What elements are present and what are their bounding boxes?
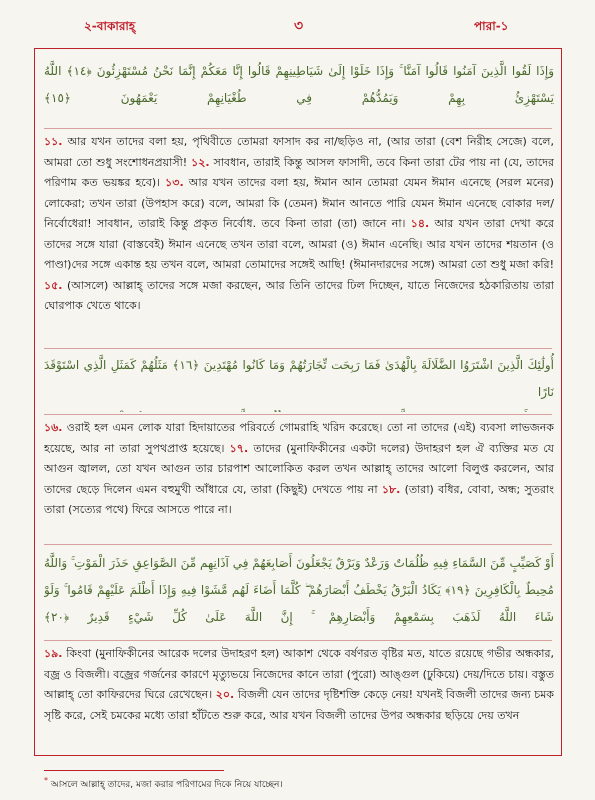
verse-text: আর যখন তাদের বলা হয়, ঈমান আন তোমরা যেমন ঈমান এনেছে (সরল মনের) লোকেরা; তখন তারা (উপহাস করে) বলে, আমরা কি (তেমন) ঈমান আনতে পারি যেমন ঈমান এনেছে বোকার দল/নির্বোধেরা! সাবধান, তারাই কিন্তু প্রকৃত নির্বোধ. তবে কিনা তারা (তা) জানে না। xyxy=(44,176,554,230)
verse-number: ১৯. xyxy=(44,647,63,660)
arabic-block-3 xyxy=(44,550,554,634)
verse-number: ১৬. xyxy=(44,421,63,434)
verse-number: ২০. xyxy=(215,688,235,701)
arabic-line: أُولَٰئِكَ الَّذِينَ اشْتَرَوُا الضَّلَالَةَ بِالْهُدَىٰ فَمَا رَبِحَت تِّجَارَتُهُمْ وَمَا كَانُوا مُهْتَدِينَ ﴿١٦﴾ مَثَلُهُمْ كَمَثَلِ الَّذِي اسْتَوْقَدَ نَارًا xyxy=(44,358,554,399)
surah-title: ২-বাকারাহ্ xyxy=(84,19,136,33)
footnote-mark: * xyxy=(44,776,48,785)
verse-number: ১৫. xyxy=(44,278,63,292)
arabic-block-1 xyxy=(44,58,554,118)
section-divider xyxy=(44,128,552,129)
verse-number: ১৮. xyxy=(381,482,401,496)
verse-text: (আসলে) আল্লাহ্ তাদের সঙ্গে মজা করছেন, আর তিনি তাদের ঢিল দিচ্ছেন, যাতে নিজেদের হঠকারিতায় তারা ঘোরপাক খেতে থাকে। xyxy=(44,278,554,312)
section-divider xyxy=(44,414,552,415)
footnote xyxy=(44,774,554,792)
verse-text: আর যখন তারা দেখা করে তাদের সঙ্গে যারা (বাস্তবেই) ঈমান এনেছে তখন তারা বলে, আমরা (ও) ঈমান এনেছি। আর যখন তাদের শয়তান (ও পাণ্ডা)দের সঙ্গে একান্ত হয় তখন বলে, আমরা তোমাদের সঙ্গেই আছি! (ঈমানদারদের সঙ্গে) আমরা তো শুধু মজা করি! xyxy=(44,217,554,271)
arabic-line xyxy=(44,406,554,412)
arabic-line: يَسْتَهْزِئُ بِهِمْ وَيَمُدُّهُمْ فِي طُغْيَانِهِمْ يَعْمَهُونَ ﴿١٥﴾ xyxy=(44,91,554,105)
page-header xyxy=(0,0,595,52)
verse-text: ওরাই হল এমন লোক যারা হিদায়াতের পরিবর্তে গোমরাহি খরিদ করেছে। তো না তাদের (এই) ব্যবসা লাভজনক হয়েছে, আর না তারা সুপথপ্রাপ্ত হয়েছে। xyxy=(44,421,554,455)
arabic-block-2 xyxy=(44,352,554,412)
translation-block-3 xyxy=(44,644,554,756)
verse-number: ১১. xyxy=(44,135,63,148)
arabic-line: شَاءَ اللَّهُ لَذَهَبَ بِسَمْعِهِمْ وَأَبْصَارِهِمْ ۚ إِنَّ اللَّهَ عَلَىٰ كُلِّ شَيْءٍ قَدِيرٌ ﴿٢٠﴾ xyxy=(44,610,554,624)
arabic-line: مُحِيطٌ بِالْكَافِرِينَ ﴿١٩﴾ يَكَادُ الْبَرْقُ يَخْطَفُ أَبْصَارَهُمْ ۖ كُلَّمَا أَضَاءَ لَهُم مَّشَوْا فِيهِ وَإِذَا أَظْلَمَ عَلَيْهِمْ قَامُوا ۚ وَلَوْ xyxy=(44,583,554,597)
section-divider xyxy=(44,544,552,545)
page-number: ৩ xyxy=(294,18,304,34)
verse-text: সাবধান, তারাই কিন্তু আসল ফাসাদী, তবে কিনা তারা টের পায় না (যে, তাদের পরিণাম কত ভয়ঙ্কর হবে)। xyxy=(44,155,554,189)
section-divider xyxy=(44,640,552,641)
arabic-line: أَوْ كَصَيِّبٍ مِّنَ السَّمَاءِ فِيهِ ظُلُمَاتٌ وَرَعْدٌ وَبَرْقٌ يَجْعَلُونَ أَصَابِعَهُمْ فِي آذَانِهِم مِّنَ الصَّوَاعِقِ حَذَرَ الْمَوْتِ ۚ وَاللَّهُ xyxy=(44,556,554,570)
translation-block-2 xyxy=(44,418,554,542)
verse-text: কিংবা (মুনাফিকীনের আরেক দলের উদাহরণ হল) আকাশ থেকে বর্ষণরত বৃষ্টির মত, যাতে রয়েছে গভীর অন্ধকার, বজ্র ও বিজলী। বজ্রের গর্জনের কারণে মৃত্যুভয়ে নিজেদের কানে তারা (পুরো) আঙ্গুল (ঢুকিয়ে) দেয়/দিতে চায়। বস্তুত আল্লাহ্ তো কাফিরদের ঘিরে রেখেছেন। xyxy=(44,647,554,701)
para-label: পারা-১ xyxy=(474,19,509,33)
verse-text: তাদের (মুনাফিকীনের একটা দলের) উদাহরণ হল ঐ ব্যক্তির মত যে আগুন জ্বালল, তো যখন আগুন তার চারপাশ আলোকিত করল তখন আল্লাহ্ তাদের আলো বিলুপ্ত করলেন, আর তাদের ছেড়ে দিলেন এমন বহুমুখী আঁধারে যে, তারা (কিছুই) দেখতে পায় না xyxy=(44,441,554,496)
verse-text: (তারা) বধির, বোবা, অন্ধ; সুতরাং তারা (সত্যের পথে) ফিরে আসতে পারে না। xyxy=(44,482,554,516)
translation-block-1 xyxy=(44,132,554,346)
footnote-text: আসলে আল্লাহ্ তাদের, মজা করার পরিণামের দিকে নিয়ে যাচ্ছেন। xyxy=(48,780,283,790)
section-divider xyxy=(44,348,552,349)
verse-number: ১৩. xyxy=(165,176,184,189)
verse-text: বিজলী যেন তাদের দৃষ্টিশক্তি কেড়ে নেয়! যখনই বিজলী তাদের জন্য চমক সৃষ্টি করে, সেই চমকের মধ্যে তারা হাঁটতে শুরু করে, আর যখন বিজলী তাদের উপর অন্ধকার ছড়িয়ে দেয় তখন xyxy=(44,688,554,722)
footnote-rule xyxy=(44,770,224,771)
verse-number: ১৭. xyxy=(229,441,249,455)
verse-number: ১৪. xyxy=(410,217,430,230)
verse-number: ১২. xyxy=(191,155,210,169)
arabic-line: وَإِذَا لَقُوا الَّذِينَ آمَنُوا قَالُوا آمَنَّا ۚ وَإِذَا خَلَوْا إِلَىٰ شَيَاطِينِهِمْ قَالُوا إِنَّا مَعَكُمْ إِنَّمَا نَحْنُ مُسْتَهْزِئُونَ ﴿١٤﴾ اللَّهُ xyxy=(44,64,554,78)
verse-text: আর যখন তাদের বলা হয়, পৃথিবীতে তোমরা ফাসাদ কর না/ছড়িও না, (আর তারা (বেশ নিরীহ সেজে) বলে, আমরা তো শুধু সংশোধনপ্রয়াসী! xyxy=(44,135,554,169)
